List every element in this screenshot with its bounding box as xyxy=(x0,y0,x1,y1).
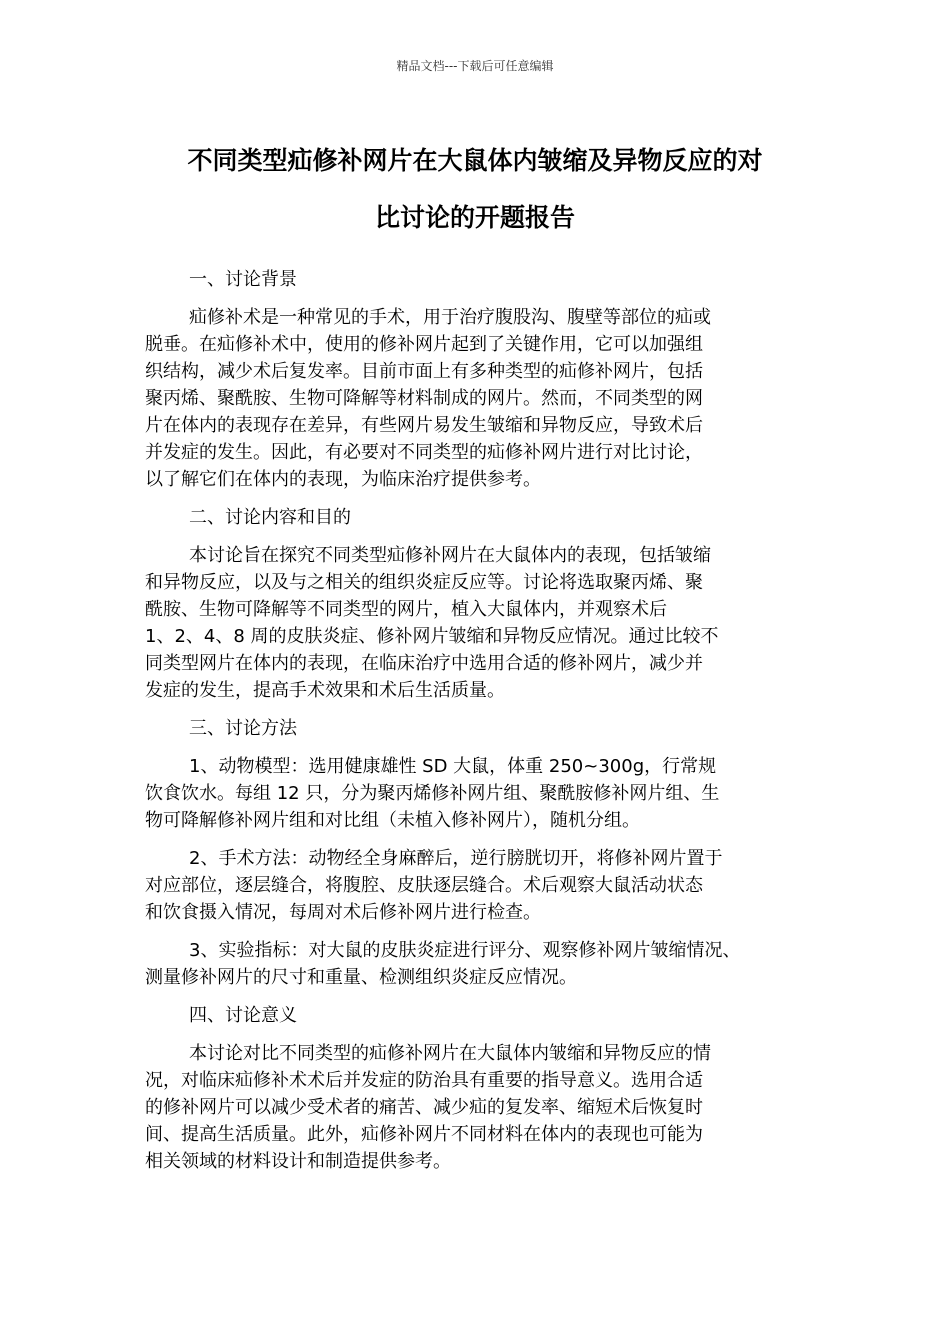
paragraph-surgical-method xyxy=(145,845,825,926)
paragraph-line: 测量修补网片的尺寸和重量、检测组织炎症反应情况。 xyxy=(145,967,577,988)
paragraph-line: 2、手术方法：动物经全身麻醉后，逆行膀胱切开，将修补网片置于 xyxy=(189,848,723,869)
title-line-1: 不同类型疝修补网片在大鼠体内皱缩及异物反应的对 xyxy=(187,146,763,175)
paragraph-background xyxy=(145,304,825,493)
title-line-2: 比讨论的开题报告 xyxy=(374,203,575,232)
paragraph-line: 织结构，减少术后复发率。目前市面上有多种类型的疝修补网片，包括 xyxy=(145,361,703,382)
paragraph-animal-model xyxy=(145,753,825,834)
header-note: 精品文档---下载后可任意编辑 xyxy=(396,59,554,73)
paragraph-line: 和异物反应，以及与之相关的组织炎症反应等。讨论将选取聚丙烯、聚 xyxy=(145,572,703,593)
paragraph-line: 相关领域的材料设计和制造提供参考。 xyxy=(145,1151,451,1172)
paragraph-experimental-indicators xyxy=(145,937,825,991)
document-body xyxy=(145,266,825,1186)
paragraph-line: 饮食饮水。每组 12 只，分为聚丙烯修补网片组、聚酰胺修补网片组、生 xyxy=(145,783,720,804)
paragraph-line: 间、提高生活质量。此外，疝修补网片不同材料在体内的表现也可能为 xyxy=(145,1124,703,1145)
paragraph-line: 片在体内的表现存在差异，有些网片易发生皱缩和异物反应，导致术后 xyxy=(145,415,703,436)
paragraph-line: 本讨论对比不同类型的疝修补网片在大鼠体内皱缩和异物反应的情 xyxy=(189,1043,711,1064)
paragraph-line: 3、实验指标：对大鼠的皮肤炎症进行评分、观察修补网片皱缩情况、 xyxy=(189,940,741,961)
section-heading-content-purpose: 二、讨论内容和目的 xyxy=(189,507,351,528)
paragraph-line: 聚丙烯、聚酰胺、生物可降解等材料制成的网片。然而，不同类型的网 xyxy=(145,388,703,409)
paragraph-line: 发症的发生，提高手术效果和术后生活质量。 xyxy=(145,680,505,701)
paragraph-line: 脱垂。在疝修补术中，使用的修补网片起到了关键作用，它可以加强组 xyxy=(145,334,703,355)
document-title xyxy=(130,132,820,246)
paragraph-line: 同类型网片在体内的表现，在临床治疗中选用合适的修补网片，减少并 xyxy=(145,653,703,674)
paragraph-line: 1、动物模型：选用健康雄性 SD 大鼠，体重 250~300g，行常规 xyxy=(189,756,717,777)
paragraph-significance xyxy=(145,1040,825,1175)
paragraph-line: 本讨论旨在探究不同类型疝修补网片在大鼠体内的表现，包括皱缩 xyxy=(189,545,711,566)
paragraph-line: 和饮食摄入情况，每周对术后修补网片进行检查。 xyxy=(145,902,541,923)
paragraph-content-purpose xyxy=(145,542,825,704)
paragraph-line: 的修补网片可以减少受术者的痛苦、减少疝的复发率、缩短术后恢复时 xyxy=(145,1097,703,1118)
paragraph-line: 物可降解修补网片组和对比组（未植入修补网片），随机分组。 xyxy=(145,810,640,831)
paragraph-line: 酰胺、生物可降解等不同类型的网片，植入大鼠体内，并观察术后 xyxy=(145,599,667,620)
section-heading-background: 一、讨论背景 xyxy=(189,269,297,290)
paragraph-line: 况，对临床疝修补术术后并发症的防治具有重要的指导意义。选用合适 xyxy=(145,1070,703,1091)
paragraph-line: 以了解它们在体内的表现，为临床治疗提供参考。 xyxy=(145,469,541,490)
paragraph-line: 并发症的发生。因此，有必要对不同类型的疝修补网片进行对比讨论， xyxy=(145,442,703,463)
paragraph-line: 疝修补术是一种常见的手术，用于治疗腹股沟、腹壁等部位的疝或 xyxy=(189,307,711,328)
section-heading-significance: 四、讨论意义 xyxy=(189,1005,297,1026)
section-heading-methods: 三、讨论方法 xyxy=(189,718,297,739)
paragraph-line: 1、2、4、8 周的皮肤炎症、修补网片皱缩和异物反应情况。通过比较不 xyxy=(145,626,719,647)
paragraph-line: 对应部位，逐层缝合，将腹腔、皮肤逐层缝合。术后观察大鼠活动状态 xyxy=(145,875,703,896)
